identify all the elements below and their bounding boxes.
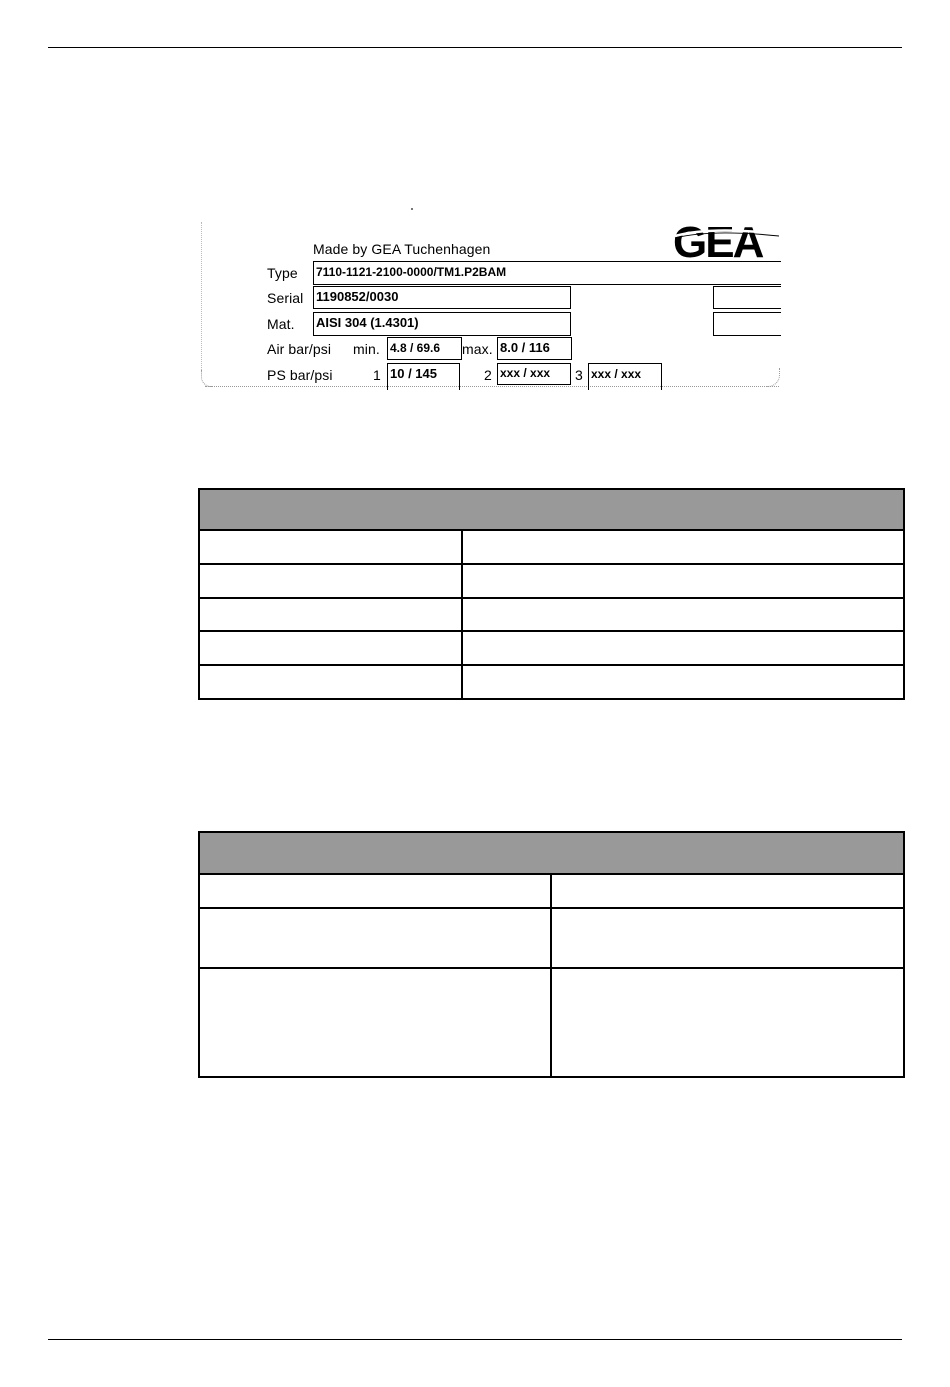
table-cell bbox=[462, 598, 904, 631]
table-1-header-row bbox=[199, 489, 904, 530]
table-cell bbox=[199, 968, 551, 1077]
air-min-label: min. bbox=[353, 341, 380, 357]
gea-logo-text: GEA bbox=[673, 218, 763, 260]
ps-2-value: xxx / xxx bbox=[497, 363, 571, 385]
ps-3-label: 3 bbox=[575, 367, 583, 383]
table-1-header-cell bbox=[199, 489, 904, 530]
plate-edge-left bbox=[201, 222, 202, 372]
serial-value: 1190852/0030 bbox=[313, 286, 571, 309]
table-cell bbox=[199, 631, 462, 665]
header-rule bbox=[48, 47, 902, 48]
type-label: Type bbox=[267, 265, 298, 281]
air-max-label: max. bbox=[462, 341, 493, 357]
table-cell bbox=[199, 665, 462, 699]
air-max-value: 8.0 / 116 bbox=[497, 337, 572, 360]
table-row bbox=[199, 530, 904, 564]
mat-value: AISI 304 (1.4301) bbox=[313, 312, 571, 336]
table-cell bbox=[199, 530, 462, 564]
table-cell bbox=[199, 908, 551, 968]
ps-2-label: 2 bbox=[484, 367, 492, 383]
ps-1-label: 1 bbox=[373, 367, 381, 383]
type-value: 7110-1121-2100-0000/TM1.P2BAM bbox=[313, 261, 781, 285]
footer-rule bbox=[48, 1339, 902, 1340]
table-row bbox=[199, 874, 904, 908]
table-cell bbox=[551, 968, 904, 1077]
table-row bbox=[199, 665, 904, 699]
table-row bbox=[199, 631, 904, 665]
table-2-header-row bbox=[199, 832, 904, 874]
plate-edge-corner-right bbox=[767, 368, 780, 387]
maker-text: Made by GEA Tuchenhagen bbox=[313, 241, 491, 257]
table-cell bbox=[462, 631, 904, 665]
ps-1-value: 10 / 145 bbox=[387, 363, 460, 390]
plate-edge-bottom bbox=[205, 386, 779, 387]
table-cell bbox=[199, 874, 551, 908]
table-cell bbox=[199, 564, 462, 598]
nameplate-image bbox=[201, 208, 781, 390]
table-row bbox=[199, 598, 904, 631]
table-2 bbox=[198, 831, 905, 1078]
gea-logo bbox=[671, 216, 781, 260]
plate-edge-corner-left bbox=[201, 370, 212, 387]
serial-extra-box bbox=[713, 286, 781, 309]
serial-label: Serial bbox=[267, 290, 304, 306]
table-row bbox=[199, 908, 904, 968]
mat-extra-box bbox=[713, 312, 781, 336]
mat-label: Mat. bbox=[267, 316, 295, 332]
air-label: Air bar/psi bbox=[267, 341, 332, 357]
table-cell bbox=[462, 564, 904, 598]
table-row bbox=[199, 968, 904, 1077]
table-row bbox=[199, 564, 904, 598]
scan-speck bbox=[411, 208, 413, 210]
table-cell bbox=[551, 874, 904, 908]
table-cell bbox=[551, 908, 904, 968]
air-min-value: 4.8 / 69.6 bbox=[387, 337, 462, 360]
ps-label: PS bar/psi bbox=[267, 367, 333, 383]
table-cell bbox=[462, 665, 904, 699]
table-2-header-cell bbox=[199, 832, 904, 874]
table-cell bbox=[199, 598, 462, 631]
ps-3-value: xxx / xxx bbox=[588, 363, 662, 390]
table-1 bbox=[198, 488, 905, 700]
table-cell bbox=[462, 530, 904, 564]
